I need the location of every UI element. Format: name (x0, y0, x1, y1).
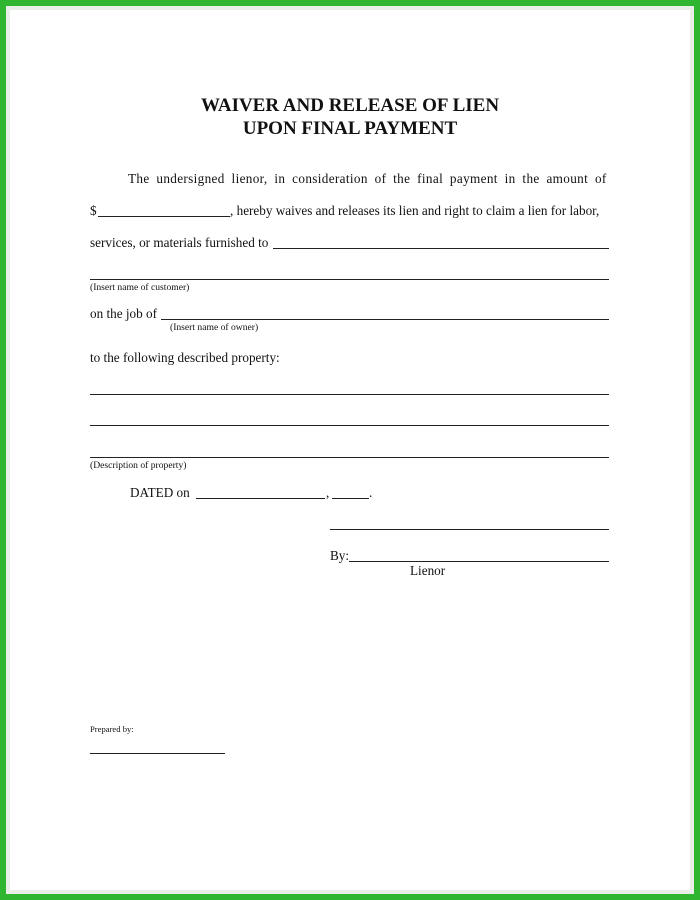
described-property-text: to the following described property: (90, 350, 280, 365)
property-line-3[interactable] (90, 457, 609, 458)
property-line-1[interactable] (90, 394, 609, 395)
customer-name-label: (Insert name of customer) (90, 282, 190, 293)
consideration-text: The undersigned lienor, in consideration of the final payment in the amount of (128, 171, 607, 186)
dated-on-text: DATED on (130, 485, 190, 500)
on-job-of-text: on the job of (90, 306, 158, 321)
owner-name-label: (Insert name of owner) (170, 322, 259, 333)
customer-name-field[interactable] (90, 279, 609, 280)
owner-name-field[interactable] (161, 319, 609, 320)
property-line-2[interactable] (90, 425, 609, 426)
dated-period: . (369, 485, 373, 500)
furnished-to-field[interactable] (273, 248, 609, 249)
furnished-to-text: services, or materials furnished to (90, 235, 269, 250)
document-title-line1: WAIVER AND RELEASE OF LIEN (200, 95, 500, 116)
prepared-by-field[interactable] (90, 753, 225, 754)
year-field[interactable] (332, 498, 369, 499)
amount-field[interactable] (98, 216, 230, 217)
document-title-line2: UPON FINAL PAYMENT (242, 118, 458, 139)
consideration-line (128, 171, 609, 187)
prepared-by-label: Prepared by: (90, 724, 134, 734)
dollar-sign: $ (90, 203, 97, 218)
property-description-label: (Description of property) (90, 460, 187, 471)
company-signature-line[interactable] (330, 529, 609, 530)
waiver-text: , hereby waives and releases its lien and right to claim a lien for labor, (230, 203, 600, 218)
by-label: By: (330, 548, 350, 563)
by-signature-field[interactable] (349, 561, 609, 562)
document-page (10, 10, 690, 890)
dated-comma: , (326, 485, 330, 500)
lienor-label: Lienor (410, 563, 446, 578)
date-field[interactable] (196, 498, 325, 499)
